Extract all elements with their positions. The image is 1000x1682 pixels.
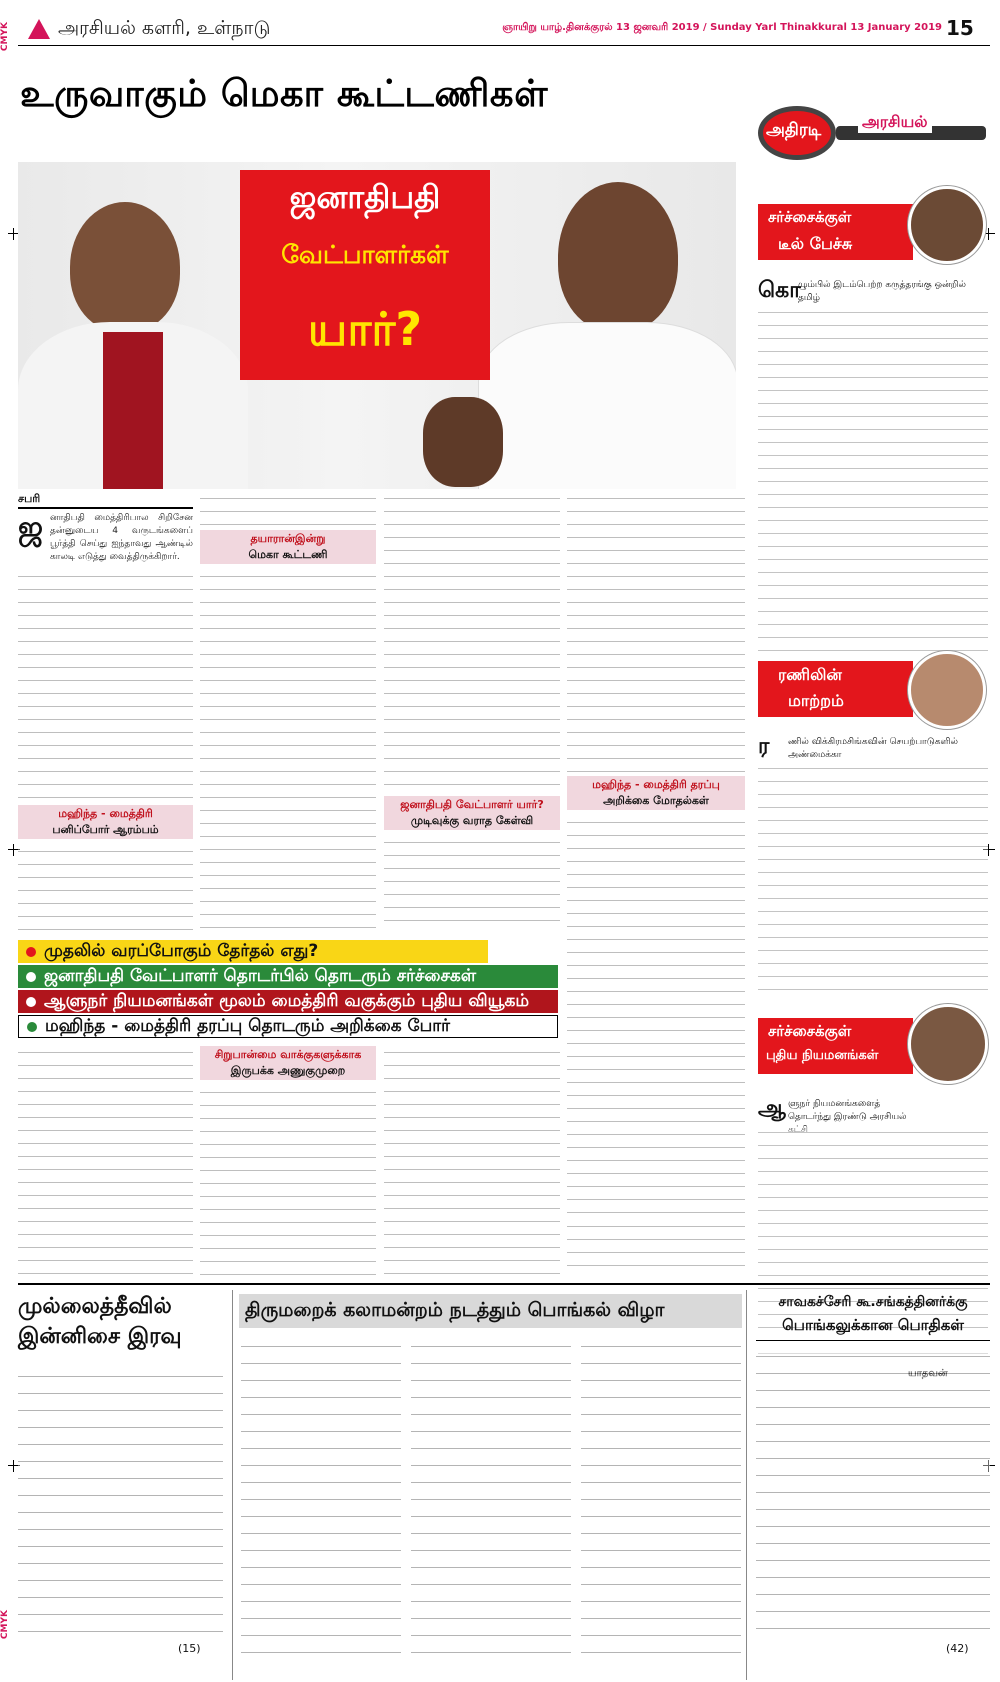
- story-mullaitivu: [18, 1290, 223, 1680]
- article-col-3: [384, 492, 560, 792]
- sidebar-box-ranil: [758, 651, 990, 731]
- story2-text-1: [241, 1338, 401, 1668]
- banner-text: ஆளுநர் நியமனங்கள் மூலம் மைத்திரி வகுக்கும் புதிய வியூகம்: [44, 990, 530, 1011]
- header-rule: [18, 45, 990, 46]
- sidebar-box-deal: [758, 186, 990, 276]
- box1-text: [758, 306, 988, 651]
- section-name: அரசியல் களரி, உள்நாடு: [58, 17, 271, 39]
- article-author: சபரி: [18, 492, 193, 509]
- box3-lead: ளுநர் நியமனங்களைத் தொடர்ந்து இரண்டு அரசியல் கட்சி: [788, 1099, 907, 1135]
- article-col-7: [384, 1046, 560, 1276]
- lead-photo: [18, 162, 736, 489]
- raised-hand: [423, 397, 503, 487]
- story2-text-2: [411, 1338, 571, 1668]
- box3-dropcap: ஆ: [758, 1096, 786, 1121]
- politician-right-head: [558, 182, 678, 332]
- page-number: 15: [946, 16, 974, 40]
- article-col-6: [200, 1086, 376, 1276]
- article-col-4: [567, 492, 745, 772]
- red-shawl: [103, 332, 163, 489]
- story1-title-1: முல்லைத்தீவில்: [18, 1294, 172, 1319]
- caption-line-2: வேட்பாளர்கள்: [281, 240, 449, 269]
- subhead-2b: மெகா கூட்டணி: [248, 548, 328, 561]
- box3-title-line1: சர்ச்சைக்குள்: [768, 1022, 852, 1040]
- portrait-circle: [908, 186, 986, 264]
- subhead-4b: அறிக்கை மோதல்கள்: [603, 794, 709, 807]
- cmyk-label: CMYK: [0, 22, 10, 52]
- sub-heading-box: [567, 776, 745, 810]
- bullet-icon: [26, 947, 36, 957]
- box2-lead: ணில் விக்கிரமசிங்கவின் செயற்பாடுகளில் அண்மைக்கா: [788, 737, 958, 760]
- politician-left-head: [70, 202, 180, 332]
- article-col-1b: [18, 845, 193, 930]
- story2-title: திருமறைக் கலாமன்றம் நடத்தும் பொங்கல் விழா: [245, 1299, 665, 1321]
- story3-rule: [756, 1340, 990, 1341]
- article-col-2b: [200, 570, 376, 930]
- sidebar-box-appointments: [758, 1004, 990, 1086]
- banner-text: ஜனாதிபதி வேட்பாளர் தொடர்பில் தொடரும் சர்ச்சைகள்: [44, 965, 477, 986]
- subhead-3: ஜனாதிபதி வேட்பாளர் யார்?: [400, 798, 544, 811]
- subhead-2: தயாரான்இன்று: [250, 532, 326, 545]
- logo-word: அதிரடி: [766, 120, 822, 140]
- box2-dropcap: ர: [758, 734, 770, 759]
- story1-end: (15): [178, 1642, 201, 1655]
- box2-title-line1: ரணிலின்: [778, 665, 842, 684]
- story-chavakachcheri: [756, 1290, 990, 1680]
- story3-text: [756, 1348, 990, 1638]
- bullet-icon: [26, 997, 36, 1007]
- sub-heading-box: [384, 796, 560, 830]
- sub-heading-box: [200, 1046, 376, 1080]
- caption-line-3: யார்?: [307, 302, 423, 356]
- headline-card: [240, 170, 490, 380]
- story-thirumarai: [232, 1290, 747, 1680]
- subhead-1b: பனிப்போர் ஆரம்பம்: [52, 823, 159, 836]
- subhead-4: மஹிந்த - மைத்திரி தரப்பு: [592, 778, 720, 791]
- dateline: ஞாயிறு யாழ்.தினக்குரல் 13 ஜனவரி 2019 / Sunday Yarl Thinakkural 13 January 2019: [502, 22, 942, 33]
- subhead-3b: முடிவுக்கு வராத கேள்வி: [410, 814, 534, 827]
- story1-title-2: இன்னிசை இரவு: [18, 1324, 182, 1349]
- article-col-3b: [384, 836, 560, 930]
- bullet-icon: [26, 972, 36, 982]
- cmyk-label-bottom: CMYK: [0, 1610, 10, 1640]
- caption-line-1: ஜனாதிபதி: [289, 178, 441, 216]
- subhead-5b: இருபக்க அணுகுமுறை: [230, 1064, 346, 1077]
- box1-title-line1: சர்ச்சைக்குள்: [768, 208, 852, 226]
- banner-row-4: [18, 1015, 558, 1038]
- box1-title-line2: டீல் பேச்சு: [778, 234, 853, 253]
- banner-row-2: [18, 965, 558, 988]
- politician-right-body: [478, 322, 736, 489]
- story3-title-1: சாவகச்சேரி கூ.சங்கத்தினர்க்கு: [778, 1294, 968, 1310]
- header-bar: [18, 14, 990, 44]
- sidebar-byline: யாதவன்: [908, 1368, 948, 1379]
- banner-list: [18, 940, 558, 1040]
- subhead-1: மஹிந்த - மைத்திரி: [58, 807, 153, 820]
- box2-text: [758, 762, 988, 1002]
- section-logo: [28, 19, 50, 39]
- article-dropcap: ஜ: [18, 510, 44, 545]
- sidebar-logo: [758, 104, 990, 162]
- story3-end: (42): [946, 1642, 969, 1655]
- article-col-1: [18, 570, 193, 798]
- banner-row-3: [18, 990, 558, 1013]
- sub-heading-box: [18, 805, 193, 839]
- box2-title-line2: மாற்றம்: [788, 691, 844, 710]
- story3-title-2: பொங்கலுக்கான பொதிகள்: [782, 1316, 964, 1334]
- portrait-circle: [908, 651, 986, 729]
- bottom-rule: [18, 1283, 990, 1285]
- story1-text: [18, 1368, 223, 1638]
- banner-text: முதலில் வரப்போகும் தேர்தல் எது?: [44, 940, 319, 961]
- article-col-5: [18, 1046, 193, 1276]
- bullet-icon: [27, 1022, 37, 1032]
- logo-suffix: அரசியல்: [858, 112, 932, 133]
- article-col-2: [200, 492, 376, 527]
- story2-text-3: [581, 1338, 741, 1668]
- box1-dropcap: கொ: [758, 278, 801, 303]
- banner-row-1: [18, 940, 488, 963]
- article-col-8: [567, 1220, 745, 1276]
- box1-lead: ழும்பில் இடம்பெற்ற கருத்தரங்கு ஒன்றில் தமிழ்: [798, 280, 967, 303]
- portrait-circle: [908, 1004, 988, 1084]
- banner-text: மஹிந்த - மைத்திரி தரப்பு தொடரும் அறிக்கை போர்: [45, 1015, 451, 1036]
- sub-heading-box: [200, 530, 376, 564]
- subhead-5: சிறுபான்மை வாக்குகளுக்காக: [214, 1048, 362, 1061]
- article-col-4b: [567, 816, 745, 1216]
- box3-title-line2: புதிய நியமனங்கள்: [766, 1048, 879, 1063]
- page-headline: உருவாகும் மெகா கூட்டணிகள்: [20, 72, 548, 115]
- article-lead: னாதிபதி மைத்திரிபால சிறிசேன தன்னுடைய 4 வருடங்களைப் பூர்த்தி செய்து ஐந்தாவது ஆண்டில் காலடி எடுத்து வைத்திருக்கிறார்.: [50, 513, 193, 562]
